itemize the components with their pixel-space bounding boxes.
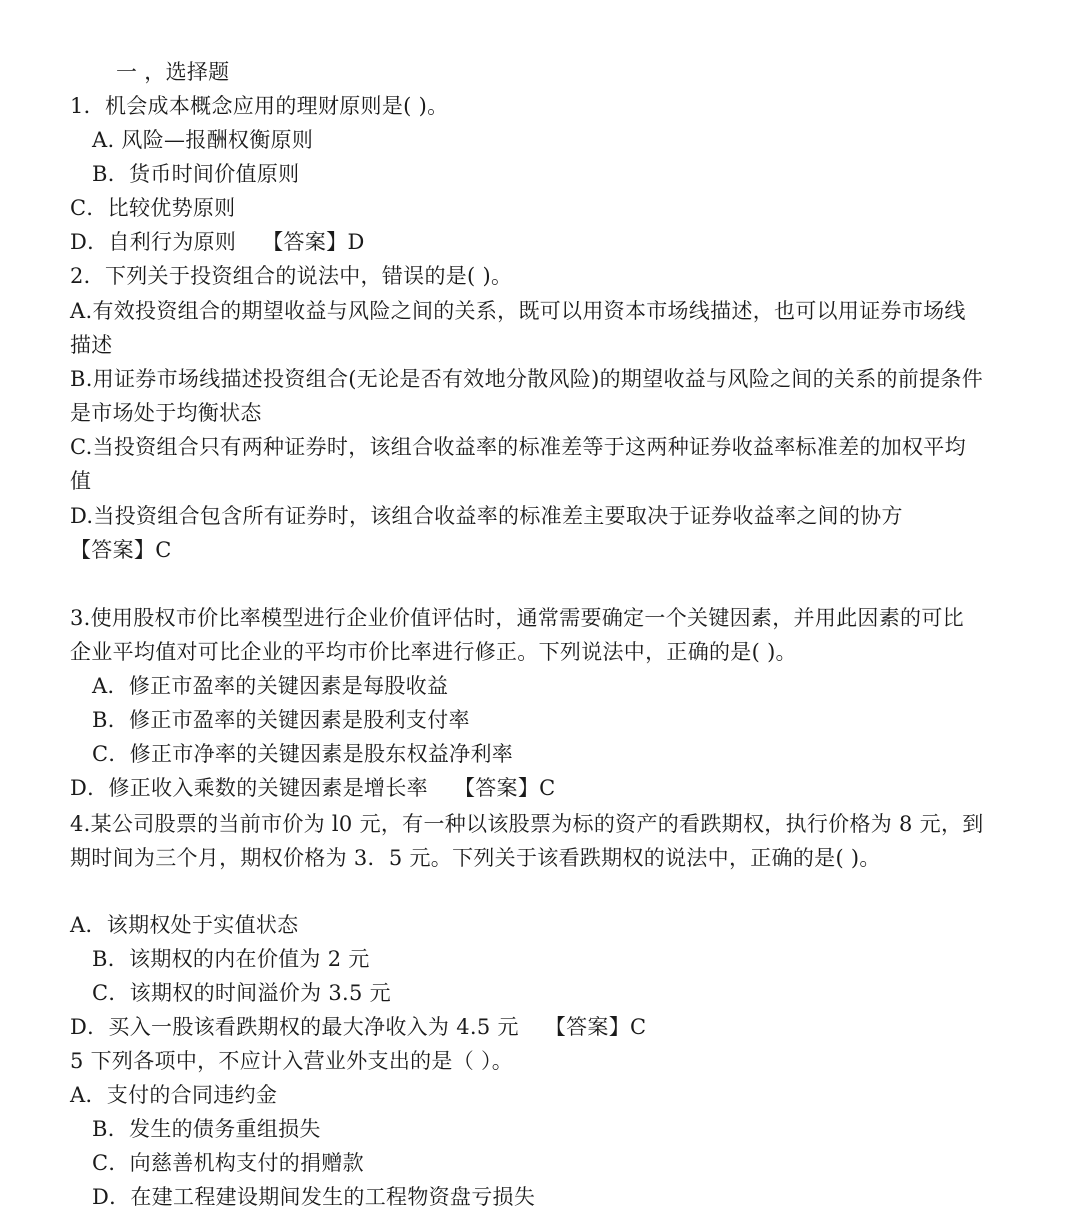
question-4-option-d-row xyxy=(70,1012,646,1042)
question-5-option-a: A．支付的合同违约金 xyxy=(70,1083,278,1107)
question-2-option-b: B.用证券市场线描述投资组合(无论是否有效地分散风险)的期望收益与风险之间的关系的前提条件是市场处于均衡状态 xyxy=(70,367,983,425)
question-5-option-b: B．发生的债务重组损失 xyxy=(92,1117,321,1141)
question-3-option-b: B．修正市盈率的关键因素是股利支付率 xyxy=(92,708,470,732)
question-3-option-d: D．修正收入乘数的关键因素是增长率 xyxy=(70,776,428,800)
question-3-answer: 【答案】C xyxy=(453,776,556,800)
question-4-option-c: C．该期权的时间溢价为 3.5 元 xyxy=(92,981,391,1005)
question-3-option-c: C．修正市净率的关键因素是股东权益净利率 xyxy=(92,742,514,766)
question-4-option-b: B．该期权的内在价值为 2 元 xyxy=(92,947,370,971)
question-4-stem: 4.某公司股票的当前市价为 l0 元，有一种以该股票为标的资产的看跌期权，执行价格为 8 元，到期时间为三个月，期权价格为 3．5 元。下列关于该看跌期权的说法中，正确的是( )。 xyxy=(70,812,984,870)
question-1-stem: 1．机会成本概念应用的理财原则是( )。 xyxy=(70,94,449,118)
question-4-answer: 【答案】C xyxy=(544,1015,647,1039)
question-3-option-a: A．修正市盈率的关键因素是每股收益 xyxy=(92,674,449,698)
section-title: 一 ，选择题 xyxy=(116,60,230,84)
question-2-option-a: A.有效投资组合的期望收益与风险之间的关系，既可以用资本市场线描述，也可以用证券市场线描述 xyxy=(70,299,966,357)
question-1-option-d-row xyxy=(70,227,365,257)
question-5-stem: 5 下列各项中，不应计入营业外支出的是（ ）。 xyxy=(70,1049,514,1073)
question-3-stem: 3.使用股权市价比率模型进行企业价值评估时，通常需要确定一个关键因素，并用此因素的可比企业平均值对可比企业的平均市价比率进行修正。下列说法中，正确的是( )。 xyxy=(70,606,964,664)
question-4-option-a: A．该期权处于实值状态 xyxy=(70,913,299,937)
question-5-option-c: C．向慈善机构支付的捐赠款 xyxy=(92,1151,364,1175)
question-5-option-d: D．在建工程建设期间发生的工程物资盘亏损失 xyxy=(92,1185,536,1209)
question-1-option-b: B．货币时间价值原则 xyxy=(92,162,300,186)
question-1-option-c: C．比较优势原则 xyxy=(70,196,236,220)
question-1-answer: 【答案】D xyxy=(262,230,365,254)
question-2-stem: 2．下列关于投资组合的说法中，错误的是( )。 xyxy=(70,264,513,288)
question-2-option-c: C.当投资组合只有两种证券时，该组合收益率的标准差等于这两种证券收益率标准差的加权平均值 xyxy=(70,435,966,493)
question-2-option-d: D.当投资组合包含所有证券时，该组合收益率的标准差主要取决于证券收益率之间的协方 xyxy=(70,504,903,528)
question-1-option-a: A. 风险—报酬权衡原则 xyxy=(92,128,314,152)
question-3-option-d-row xyxy=(70,773,556,803)
question-1-option-d: D．自利行为原则 xyxy=(70,230,237,254)
question-4-option-d: D．买入一股该看跌期权的最大净收入为 4.5 元 xyxy=(70,1015,519,1039)
question-2-answer: 【答案】C xyxy=(70,538,172,562)
